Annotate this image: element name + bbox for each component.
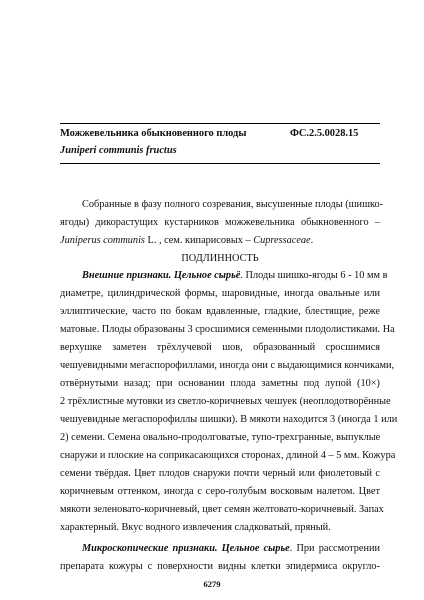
external-line: матовые. Плоды образованы 3 сросшимися семенными плодолистиками. На — [60, 324, 395, 335]
monograph-title: Можжевельника обыкновенного плоды — [60, 128, 247, 139]
family-latin: Cupressaceae — [253, 235, 311, 246]
external-line: диаметре, цилиндрической формы, шаровидные, иногда овальные или — [60, 288, 380, 299]
external-line-1: Внешние признаки. Цельное сырьё. Плоды шишко-ягоды 6 - 10 мм в — [82, 270, 388, 281]
intro-line-3: Juniperus communis L. , сем. кипарисовых – Cupressaceae. — [60, 235, 314, 246]
monograph-code: ФС.2.5.0028.15 — [290, 128, 359, 139]
external-line: 2 трёхлистные мутовки из светло-коричневых чешуек (неоплодотворённые — [60, 396, 391, 407]
external-line: чешуевидными мегаспорофиллами, иногда они с выдающимися кончиками, — [60, 360, 395, 371]
external-line: чешуевидные мегаспорофиллы шишки). В мякоти находится 3 (иногда 1 или — [60, 414, 398, 425]
header-rule-top — [60, 123, 380, 124]
external-line: верхушке заметен трёхлучевой шов, образованный сросшимися — [60, 342, 380, 353]
external-line: 2) семени. Семена овально-продолговатые, тупо-трехгранные, выпуклые — [60, 432, 381, 443]
external-line: характерный. Вкус водного извлечения сладковатый, пряный. — [60, 522, 331, 533]
external-line: эллиптические, часто по бокам вдавленные, гладкие, блестящие, реже — [60, 306, 380, 317]
micro-line-1: Микроскопические признаки. Цельное сырье. При рассмотрении — [82, 543, 380, 554]
micro-line-2: препарата кожуры с поверхности видны клетки эпидермиса округло- — [60, 561, 380, 572]
external-line: семени твёрдая. Цвет плодов снаружи почти черный или фиолетовый с — [60, 468, 380, 479]
external-line: мякоти зеленовато-коричневый, цвет семян желтовато-коричневый. Запах — [60, 504, 384, 515]
family-text: L. , сем. кипарисовых – — [144, 235, 254, 246]
intro-line-2: ягоды) дикорастущих кустарников можжевельника обыкновенного – — [60, 217, 380, 228]
micro-heading: Микроскопические признаки. Цельное сырье — [82, 543, 290, 554]
external-heading: Внешние признаки. Цельное сырьё — [82, 270, 241, 281]
section-title: ПОДЛИННОСТЬ — [181, 253, 259, 264]
external-line: снаружи и плоские на соприкасающихся сторонах, длиной 4 – 5 мм. Кожура — [60, 450, 396, 461]
external-line: коричневым оттенком, иногда с серо-голубым восковым налетом. Цвет — [60, 486, 380, 497]
page-number: 6279 — [203, 579, 221, 589]
intro-line-1: Собранные в фазу полного созревания, высушенные плоды (шишко- — [82, 199, 384, 210]
monograph-latin-name: Juniperi communis fructus — [60, 145, 177, 156]
external-line: отвёрнутыми назад; при основании плода заметны под лупой (10×) — [60, 378, 380, 389]
species-latin: Juniperus communis — [60, 235, 145, 246]
header-rule-bottom — [60, 163, 380, 164]
